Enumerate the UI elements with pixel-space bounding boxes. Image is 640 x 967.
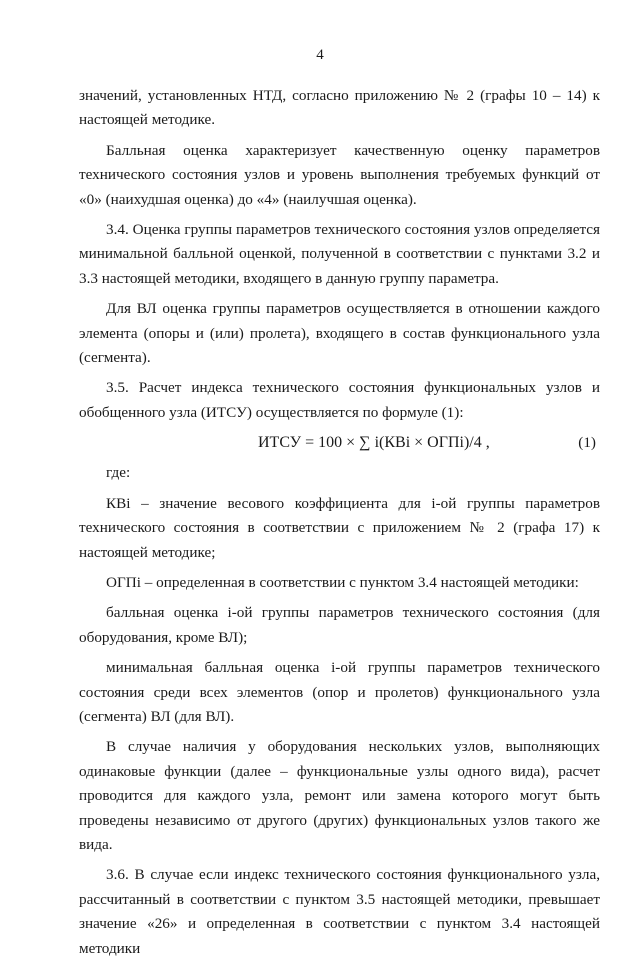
paragraph-multiple-nodes: В случае наличия у оборудования нескольких узлов, выполняющих одинаковые функции (далее – функциональные узлы одного вида), расчет проводится для каждого узла, ремонт или замена которого могут быть проведены независимо от другого (других) функциональных узлов такого же вида. [79, 738, 600, 853]
paragraph-vl-evaluation: Для ВЛ оценка группы параметров осуществляется в отношении каждого элемента (опоры и (или) пролета), входящего в состав функционального узла (сегмента). [79, 300, 600, 367]
paragraph-score-equipment: балльная оценка i-ой группы параметров технического состояния (для оборудования, кроме ВЛ); [79, 604, 600, 646]
formula-number: (1) [578, 434, 596, 452]
paragraph-min-score-vl: минимальная балльная оценка i-ой группы параметров технического состояния среди всех элементов (опор и пролетов) функционального узла (сегмента) ВЛ (для ВЛ). [79, 659, 600, 725]
page-number: 4 [316, 47, 324, 63]
paragraph-score-description: Балльная оценка характеризует качественную оценку параметров технического состояния узлов и уровень выполнения требуемых функций от «0» (наихудшая оценка) до «4» (наилучшая оценка). [79, 141, 600, 208]
formula: ИТСУ = 100 × ∑ i(КВi × ОГПi)/4 , [258, 434, 490, 452]
paragraph-where: где: [106, 464, 131, 482]
paragraph-continuation: значений, установленных НТД, согласно приложению № 2 (графы 10 – 14) к настоящей методике. [79, 87, 600, 129]
document-body [79, 84, 600, 967]
paragraph-ogpi-definition: ОГПi – определенная в соответствии с пунктом 3.4 настоящей методики: [106, 573, 579, 591]
paragraph-3-5: 3.5. Расчет индекса технического состояния функциональных узлов и обобщенного узла (ИТСУ) осуществляется по формуле (1): [79, 379, 600, 421]
paragraph-3-4: 3.4. Оценка группы параметров технического состояния узлов определяется минимальной балльной оценкой, полученной в соответствии с пунктами 3.2 и 3.3 настоящей методики, входящего в данную группу параметра. [79, 221, 600, 287]
paragraph-3-6: 3.6. В случае если индекс технического состояния функционального узла, рассчитанный в соответствии с пунктом 3.5 настоящей методики, превышает значение «26» и определенная в соответствии с пунктом 3.4 настоящей методики [79, 866, 600, 957]
paragraph-kvi-definition: КВi – значение весового коэффициента для i-ой группы параметров технического состояния в соответствии с приложением № 2 (графа 17) к настоящей методике; [79, 494, 600, 561]
formula-row [79, 431, 600, 455]
